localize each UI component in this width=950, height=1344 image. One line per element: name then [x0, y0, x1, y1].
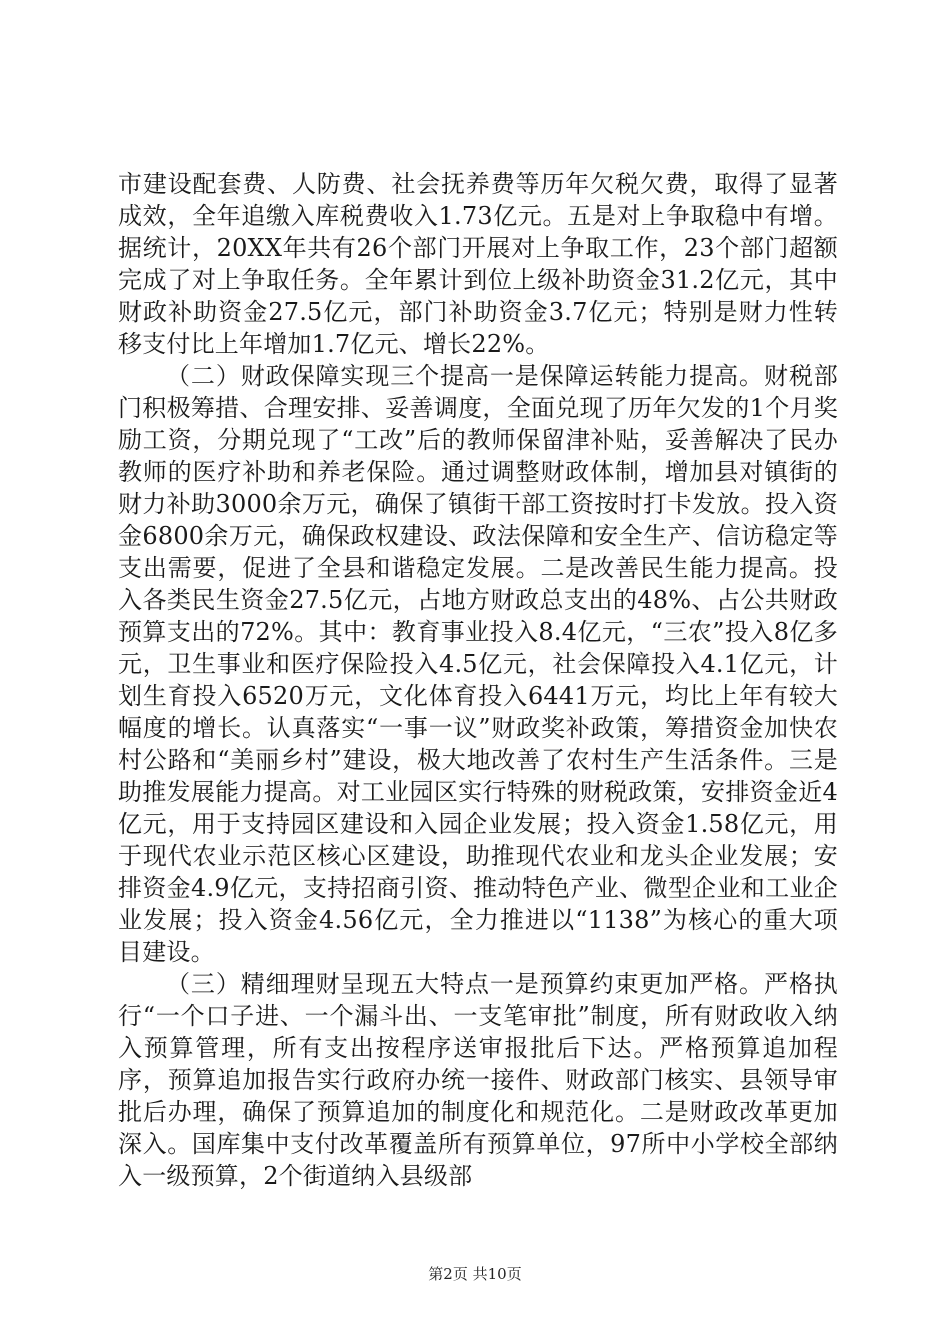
- document-body: [118, 168, 838, 1192]
- paragraph-2: （二）财政保障实现三个提高一是保障运转能力提高。财税部门积极筹措、合理安排、妥善调度，全面兑现了历年欠发的1个月奖励工资，分期兑现了“工改”后的教师保留津补贴，妥善解决了民办教师的医疗补助和养老保险。通过调整财政体制，增加县对镇街的财力补助3000余万元，确保了镇街干部工资按时打卡发放。投入资金6800余万元，确保政权建设、政法保障和安全生产、信访稳定等支出需要，促进了全县和谐稳定发展。二是改善民生能力提高。投入各类民生资金27.5亿元，占地方财政总支出的48%、占公共财政预算支出的72%。其中：教育事业投入8.4亿元，“三农”投入8亿多元，卫生事业和医疗保险投入4.5亿元，社会保障投入4.1亿元，计划生育投入6520万元，文化体育投入6441万元，均比上年有较大幅度的增长。认真落实“一事一议”财政奖补政策，筹措资金加快农村公路和“美丽乡村”建设，极大地改善了农村生产生活条件。三是助推发展能力提高。对工业园区实行特殊的财税政策，安排资金近4亿元，用于支持园区建设和入园企业发展；投入资金1.58亿元，用于现代农业示范区核心区建设，助推现代农业和龙头企业发展；安排资金4.9亿元，支持招商引资、推动特色产业、微型企业和工业企业发展；投入资金4.56亿元，全力推进以“1138”为核心的重大项目建设。: [118, 362, 838, 966]
- paragraph-3: （三）精细理财呈现五大特点一是预算约束更加严格。严格执行“一个口子进、一个漏斗出、一支笔审批”制度，所有财政收入纳入预算管理，所有支出按程序送审报批后下达。严格预算追加程序，预算追加报告实行政府办统一接件、财政部门核实、县领导审批后办理，确保了预算追加的制度化和规范化。二是财政改革更加深入。国库集中支付改革覆盖所有预算单位，97所中小学校全部纳入一级预算，2个街道纳入县级部: [118, 970, 838, 1190]
- paragraph-1: 市建设配套费、人防费、社会抚养费等历年欠税欠费，取得了显著成效，全年追缴入库税费收入1.73亿元。五是对上争取稳中有增。据统计，20XX年共有26个部门开展对上争取工作，23个部门超额完成了对上争取任务。全年累计到位上级补助资金31.2亿元，其中财政补助资金27.5亿元，部门补助资金3.7亿元；特别是财力性转移支付比上年增加1.7亿元、增长22%。: [118, 170, 838, 358]
- page-footer: 第2页 共10页: [428, 1265, 522, 1283]
